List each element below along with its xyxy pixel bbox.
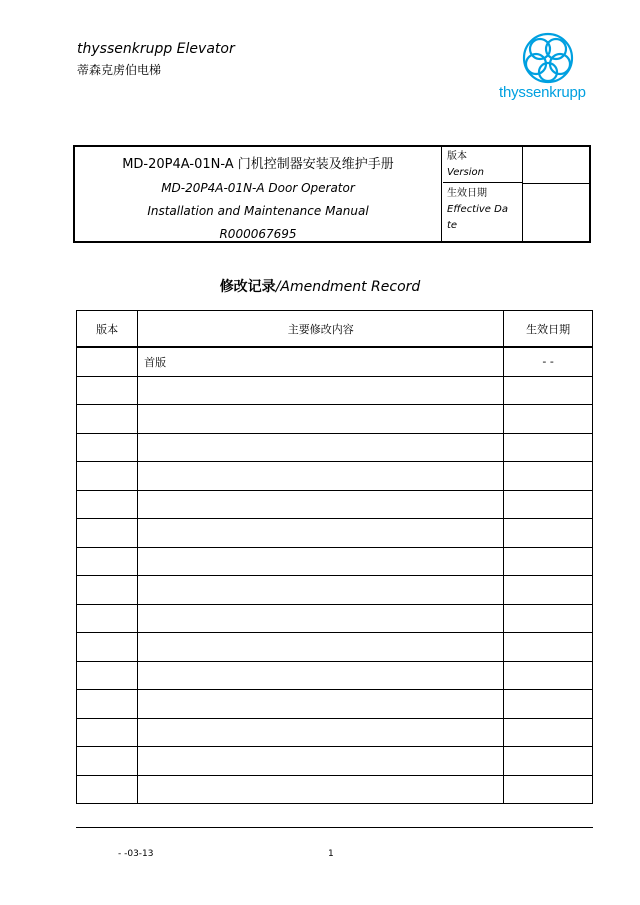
row-content — [138, 376, 504, 405]
row-content — [138, 462, 504, 491]
logo-wordmark: thyssenkrupp — [499, 84, 586, 101]
row-content — [138, 633, 504, 662]
row-content — [138, 405, 504, 434]
table-row — [77, 405, 593, 434]
table-header-row — [77, 311, 593, 348]
table-row — [77, 718, 593, 747]
footer-date: - -03-13 — [118, 849, 154, 859]
row-version — [77, 661, 138, 690]
document-title-block — [73, 145, 591, 243]
table-row — [77, 690, 593, 719]
row-content — [138, 576, 504, 605]
row-content — [138, 747, 504, 776]
title-en-line1: MD-20P4A-01N-A Door Operator — [161, 181, 355, 195]
amendment-title — [0, 276, 640, 296]
date-value — [523, 183, 589, 241]
header-date: 生效日期 — [504, 311, 593, 348]
version-label-en: Version — [447, 167, 484, 178]
row-version — [77, 462, 138, 491]
date-label-cell — [443, 183, 523, 241]
version-value — [523, 147, 589, 184]
table-row — [77, 433, 593, 462]
row-content — [138, 690, 504, 719]
row-content — [138, 519, 504, 548]
row-date — [504, 633, 593, 662]
row-date — [504, 718, 593, 747]
row-date — [504, 519, 593, 548]
footer-divider — [76, 827, 593, 828]
table-row — [77, 661, 593, 690]
amendment-title-cn: 修改记录 — [219, 279, 276, 295]
version-label-cell — [443, 147, 523, 183]
row-date — [504, 547, 593, 576]
row-content — [138, 604, 504, 633]
row-version — [77, 718, 138, 747]
table-row — [77, 462, 593, 491]
row-version — [77, 519, 138, 548]
table-row — [77, 633, 593, 662]
row-version — [77, 376, 138, 405]
title-en-line2: Installation and Maintenance Manual — [147, 204, 369, 218]
row-content — [138, 775, 504, 804]
date-label-cn: 生效日期 — [447, 188, 487, 199]
title-cn: MD-20P4A-01N-A 门机控制器安装及维护手册 — [122, 157, 394, 172]
table-row — [77, 747, 593, 776]
row-date — [504, 775, 593, 804]
row-version — [77, 690, 138, 719]
version-label-cn: 版本 — [447, 151, 467, 162]
row-version — [77, 547, 138, 576]
table-row — [77, 519, 593, 548]
row-version — [77, 405, 138, 434]
row-version — [77, 775, 138, 804]
amendment-title-sep: / — [275, 279, 281, 295]
header-content: 主要修改内容 — [138, 311, 504, 348]
row-content — [138, 718, 504, 747]
row-date: - - — [504, 347, 593, 376]
table-row — [77, 576, 593, 605]
row-date — [504, 661, 593, 690]
date-label-en-2: te — [447, 220, 458, 231]
company-name-en: thyssenkrupp Elevator — [77, 41, 235, 57]
row-date — [504, 376, 593, 405]
row-date — [504, 690, 593, 719]
row-version — [77, 433, 138, 462]
row-content — [138, 547, 504, 576]
row-date — [504, 490, 593, 519]
date-label-en-1: Effective Da — [447, 204, 508, 215]
table-row — [77, 775, 593, 804]
row-version — [77, 490, 138, 519]
table-row — [77, 547, 593, 576]
row-date — [504, 433, 593, 462]
title-main-cell — [75, 147, 442, 241]
row-date — [504, 405, 593, 434]
header-version: 版本 — [77, 311, 138, 348]
table-row — [77, 490, 593, 519]
amendment-table — [76, 310, 593, 804]
row-date — [504, 462, 593, 491]
row-content — [138, 661, 504, 690]
row-version — [77, 347, 138, 376]
row-date — [504, 604, 593, 633]
row-content — [138, 490, 504, 519]
row-version — [77, 576, 138, 605]
page-number: 1 — [328, 849, 334, 859]
document-number: R000067695 — [219, 227, 297, 241]
row-content: 首版 — [138, 347, 504, 376]
row-version — [77, 747, 138, 776]
table-row — [77, 604, 593, 633]
row-content — [138, 433, 504, 462]
row-version — [77, 633, 138, 662]
company-name-cn: 蒂森克虏伯电梯 — [77, 63, 162, 77]
table-row — [77, 376, 593, 405]
row-date — [504, 576, 593, 605]
row-version — [77, 604, 138, 633]
table-row — [77, 347, 593, 376]
row-date — [504, 747, 593, 776]
amendment-title-en: Amendment Record — [280, 279, 421, 295]
